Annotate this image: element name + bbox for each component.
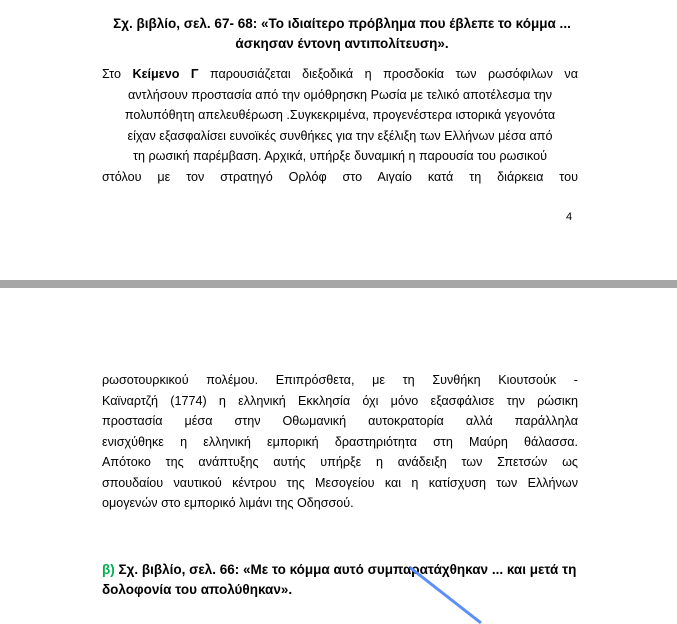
page-number: 4 [566, 211, 573, 223]
text-run: Στο [102, 67, 133, 81]
paragraph-line: είχαν εξασφαλίσει ευνοϊκές συνθήκες για την εξέλιξη των Ελλήνων μέσα από [127, 128, 553, 143]
paragraph-line: σπουδαίου ναυτικού κέντρου της Μεσογείου και η κατίσχυση των Ελλήνων [102, 475, 578, 490]
paragraph-line [102, 64, 578, 85]
heading-line-1: Σχ. βιβλίο, σελ. 66: «Με το κόμμα αυτό συμπαρατάχθηκαν ... και μετά τη [114, 562, 577, 577]
paragraph-line: προστασία μέσα στην Οθωμανική αυτοκρατορία αλλά παράλληλα [102, 414, 578, 428]
paragraph-line: ρωσοτουρκικού πολέμου. Επιπρόσθετα, με τη Συνθήκη Κιουτσούκ - [102, 373, 578, 387]
answer-paragraph-part-1 [102, 64, 578, 187]
bold-reference: Κείμενο Γ [132, 67, 199, 81]
page-separator [0, 280, 677, 288]
paragraph-line: στόλου με τον στρατηγό Ορλόφ στο Αιγαίο κατά τη διάρκεια του [102, 169, 578, 184]
paragraph-line: ομογενών στο εμπορικό λιμάνι της Οδησσού. [102, 496, 354, 510]
heading-line-2: δολοφονία του απολύθηκαν». [102, 582, 293, 597]
paragraph-line: Απότοκο της ανάπτυξης αυτής υπήρξε η ανάδειξη των Σπετσών ως [102, 455, 578, 469]
paragraph-line: τη ρωσική παρέμβαση. Αρχικά, υπήρξε δυναμική η παρουσία του ρωσικού [133, 149, 547, 163]
paragraph-line: αντλήσουν προστασία από την ομόθρησκη Ρωσία με τελικό αποτέλεσμα την [127, 87, 553, 102]
document-page-top [0, 0, 677, 280]
paragraph-line: ενισχύθηκε η ελληνική εμπορική δραστηριότητα στη Μαύρη θάλασσα. [102, 434, 578, 449]
heading-line-1: Σχ. βιβλίο, σελ. 67- 68: «Το ιδιαίτερο πρόβλημα που έβλεπε το κόμμα ... [113, 16, 571, 31]
answer-paragraph-part-2 [102, 370, 578, 514]
section-heading-b [102, 560, 578, 600]
paragraph-line: πολυπόθητη απελευθέρωση .Συγκεκριμένα, προγενέστερα ιστορικά γεγονότα [124, 108, 556, 122]
document-page-bottom [0, 288, 677, 602]
section-heading [102, 14, 582, 54]
text-run: παρουσιάζεται διεξοδικά η προσδοκία των ρωσόφιλων να [198, 67, 578, 81]
paragraph-line: Καϊναρτζή (1774) η ελληνική Εκκλησία όχι μόνο εξασφάλισε την ρώσικη [102, 393, 578, 408]
question-marker: β) [102, 562, 115, 577]
heading-line-2: άσκησαν έντονη αντιπολίτευση». [235, 36, 449, 51]
